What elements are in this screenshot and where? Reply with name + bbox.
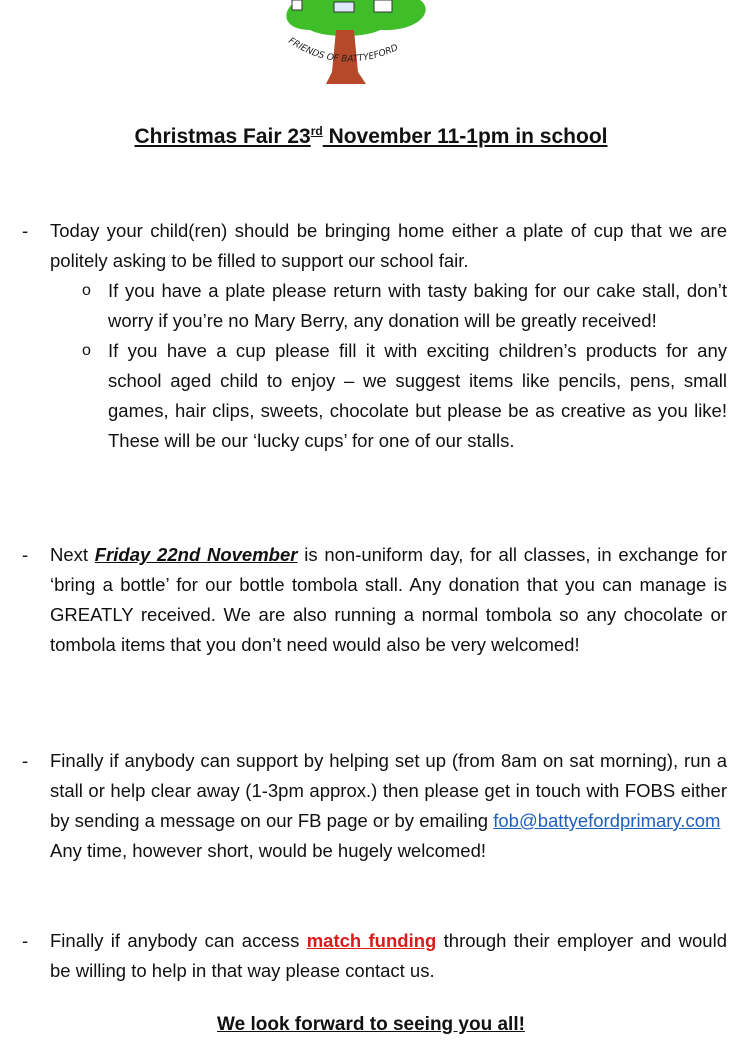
item-pre: Finally if anybody can access xyxy=(50,930,307,951)
subitem-text: If you have a plate please return with tasty baking for our cake stall, don’t worry if you’re no Mary Berry, any donation will be greatly received! xyxy=(108,280,727,331)
item-post: through their employer and would be willing to help in that way please contact us. xyxy=(50,930,727,981)
item-post: is non-uniform day, for all classes, in exchange for ‘bring a bottle’ for our bottle tombola stall. Any donation that you can manage is GREATLY received. We are also running a normal tombola so any chocolate or tombola items that you don’t need would also be very welcomed! xyxy=(50,544,728,655)
list-item-non-uniform-day xyxy=(22,540,727,660)
item-text xyxy=(50,926,727,986)
subitem-cup xyxy=(82,336,727,456)
dash-bullet: - xyxy=(22,930,29,951)
friends-of-battyeford-logo xyxy=(270,0,440,90)
item-pre: Next xyxy=(50,544,95,565)
logo-text: FRIENDS OF BATTYEFORD xyxy=(286,36,400,65)
title-rest: November 11-1pm in school xyxy=(322,125,608,148)
circle-bullet-icon: o xyxy=(82,342,91,359)
title-sup: rd xyxy=(310,124,323,138)
item-text xyxy=(50,540,727,660)
match-funding-highlight: match funding xyxy=(306,930,437,951)
emphasis-date: Friday 22nd November xyxy=(94,544,298,565)
email-link[interactable]: fob@battyefordprimary.com xyxy=(493,810,721,831)
dash-bullet: - xyxy=(22,220,29,241)
page-title xyxy=(0,124,742,149)
list-item-match-funding xyxy=(22,926,727,986)
circle-bullet-icon: o xyxy=(82,282,91,299)
list-item-plates-cups xyxy=(22,216,727,456)
item-text: Today your child(ren) should be bringing home either a plate of cup that we are politely asking to be filled to support our school fair. xyxy=(50,220,727,271)
subitem-plate xyxy=(82,276,727,336)
title-main: Christmas Fair 23 xyxy=(134,125,311,148)
closing-line: We look forward to seeing you all! xyxy=(217,1014,525,1035)
list-item-volunteers xyxy=(22,746,727,866)
item-text xyxy=(50,746,727,836)
subitem-text: If you have a cup please fill it with exciting children’s products for any school aged child to enjoy – we suggest items like pencils, pens, small games, hair clips, sweets, chocolate but please be as creative as you like! These will be our ‘lucky cups’ for one of our stalls. xyxy=(108,340,727,451)
dash-bullet: - xyxy=(22,750,29,771)
item-pre: Finally if anybody can support by helping set up (from 8am on sat morning), run a stall or help clear away (1-3pm approx.) then please get in touch with FOBS either by sending a message on our FB page or by emailing xyxy=(50,750,727,831)
dash-bullet: - xyxy=(22,544,29,565)
item-line2: Any time, however short, would be hugely welcomed! xyxy=(50,840,486,861)
